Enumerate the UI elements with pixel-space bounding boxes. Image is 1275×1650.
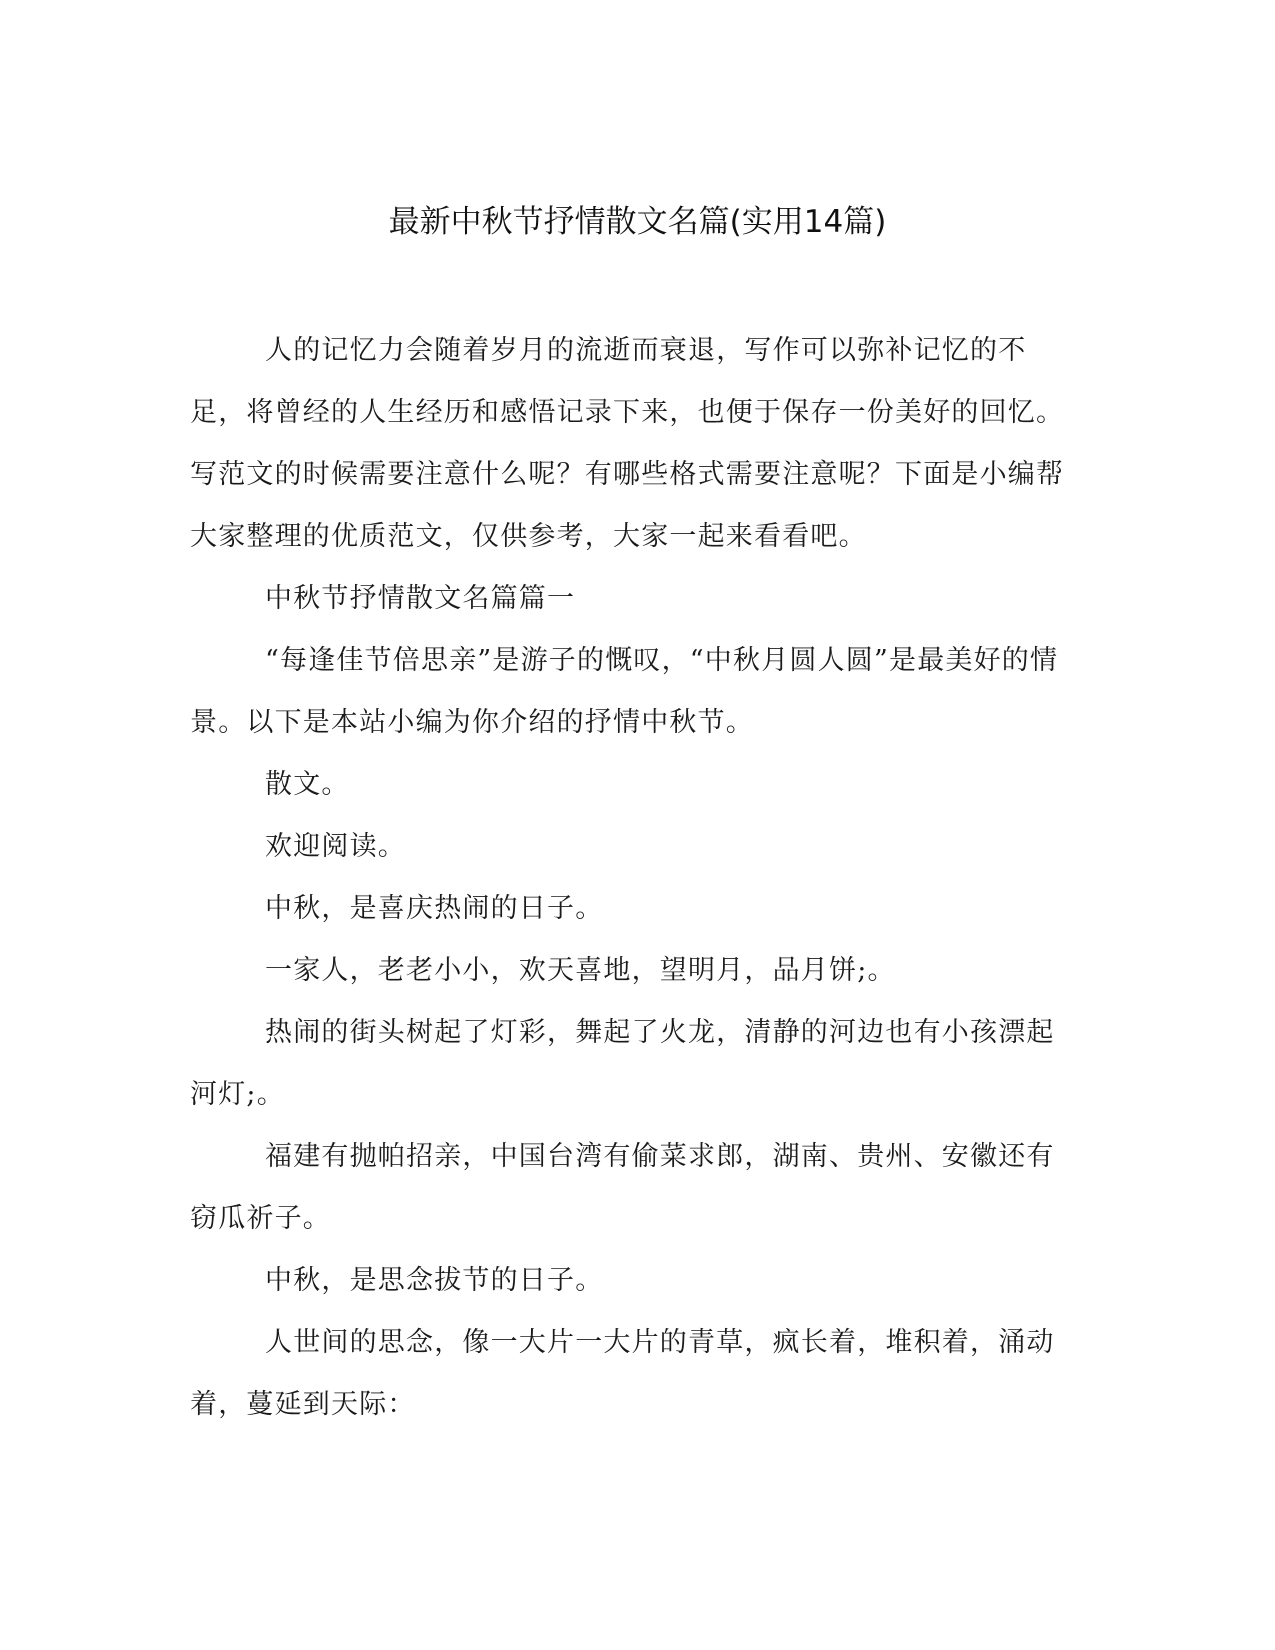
paragraph: 人世间的思念，像一大片一大片的青草，疯长着，堆积着，涌动着，蔓延到天际： [190,1327,1055,1420]
paragraph-intro: 人的记忆力会随着岁月的流逝而衰退，写作可以弥补记忆的不足，将曾经的人生经历和感悟记录下来，也便于保存一份美好的回忆。写范文的时候需要注意什么呢？有哪些格式需要注意呢？下面是小编帮大家整理的优质范文，仅供参考，大家一起来看看吧。 [190,335,1065,552]
paragraph: 热闹的街头树起了灯彩，舞起了火龙，清静的河边也有小孩漂起河灯;。 [190,1017,1055,1110]
paragraph: 一家人，老老小小，欢天喜地，望明月，品月饼;。 [265,955,896,986]
paragraph: 中秋，是喜庆热闹的日子。 [265,893,604,924]
document-title: 最新中秋节抒情散文名篇(实用14篇) [388,204,887,240]
paragraph: 中秋，是思念拔节的日子。 [265,1265,604,1296]
paragraph: 福建有抛帕招亲，中国台湾有偷菜求郎，湖南、贵州、安徽还有窃瓜祈子。 [190,1141,1055,1234]
paragraph: “每逢佳节倍思亲”是游子的慨叹，“中秋月圆人圆”是最美好的情景。以下是本站小编为你介绍的抒情中秋节。 [190,645,1059,738]
section-heading: 中秋节抒情散文名篇篇一 [265,583,576,614]
paragraph: 欢迎阅读。 [265,831,406,862]
document-body [190,320,1080,1436]
paragraph: 散文。 [265,769,350,800]
